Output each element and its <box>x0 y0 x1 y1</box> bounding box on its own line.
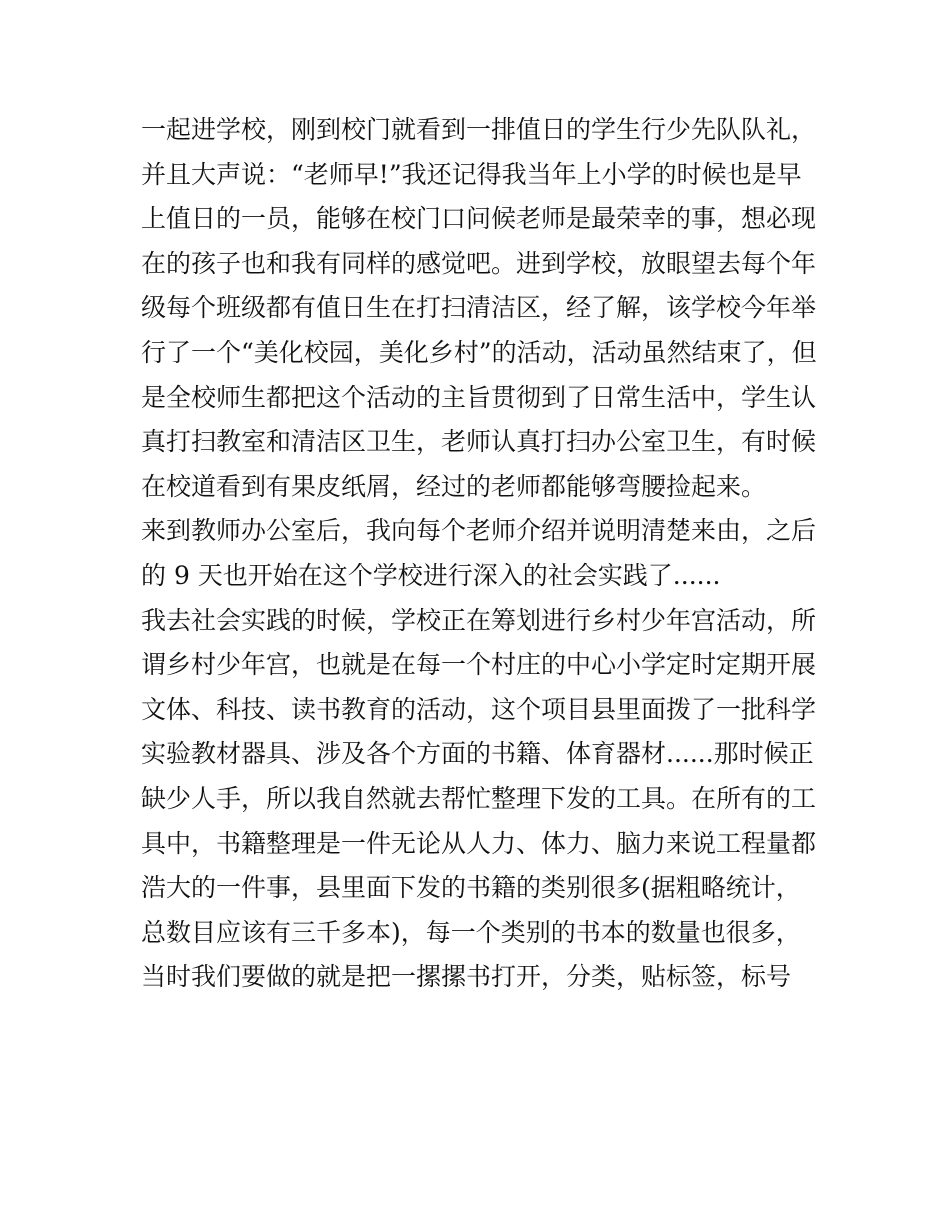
text-line: 真打扫教室和清洁区卫生，老师认真打扫办公室卫生，有时候 <box>141 427 817 457</box>
body-text <box>141 108 821 1000</box>
text-line: 浩大的一件事，县里面下发的书籍的类别很多(据粗略统计， <box>141 873 801 903</box>
text-line: 总数目应该有三千多本)，每一个类别的书本的数量也很多， <box>141 917 801 947</box>
text-line: 的 9 天也开始在这个学校进行深入的社会实践了...... <box>141 560 721 590</box>
text-line: 来到教师办公室后，我向每个老师介绍并说明清楚来由，之后 <box>141 516 817 546</box>
text-line: 上值日的一员，能够在校门口问候老师是最荣幸的事，想必现 <box>141 204 817 234</box>
text-line: 谓乡村少年宫，也就是在每一个村庄的中心小学定时定期开展 <box>141 650 817 680</box>
text-line: 级每个班级都有值日生在打扫清洁区，经了解，该学校今年举 <box>141 293 817 323</box>
text-line: 一起进学校，刚到校门就看到一排值日的学生行少先队队礼， <box>141 115 817 144</box>
text-line: 文体、科技、读书教育的活动，这个项目县里面拨了一批科学 <box>141 694 817 724</box>
text-line: 并且大声说：“老师早!”我还记得我当年上小学的时候也是早 <box>141 159 802 189</box>
text-line: 缺少人手，所以我自然就去帮忙整理下发的工具。在所有的工 <box>141 783 817 813</box>
text-line: 我去社会实践的时候，学校正在筹划进行乡村少年宫活动，所 <box>141 605 817 635</box>
text-line: 在的孩子也和我有同样的感觉吧。进到学校，放眼望去每个年 <box>141 248 817 278</box>
text-line: 行了一个“美化校园，美化乡村”的活动，活动虽然结束了，但 <box>141 337 817 367</box>
text-line: 是全校师生都把这个活动的主旨贯彻到了日常生活中，学生认 <box>141 382 817 412</box>
text-line: 当时我们要做的就是把一摞摞书打开，分类，贴标签，标号 <box>141 962 792 992</box>
text-line: 实验教材器具、涉及各个方面的书籍、体育器材......那时候正 <box>141 739 814 769</box>
text-line: 在校道看到有果皮纸屑，经过的老师都能够弯腰捡起来。 <box>141 471 767 501</box>
text-line: 具中，书籍整理是一件无论从人力、体力、脑力来说工程量都 <box>141 828 817 858</box>
